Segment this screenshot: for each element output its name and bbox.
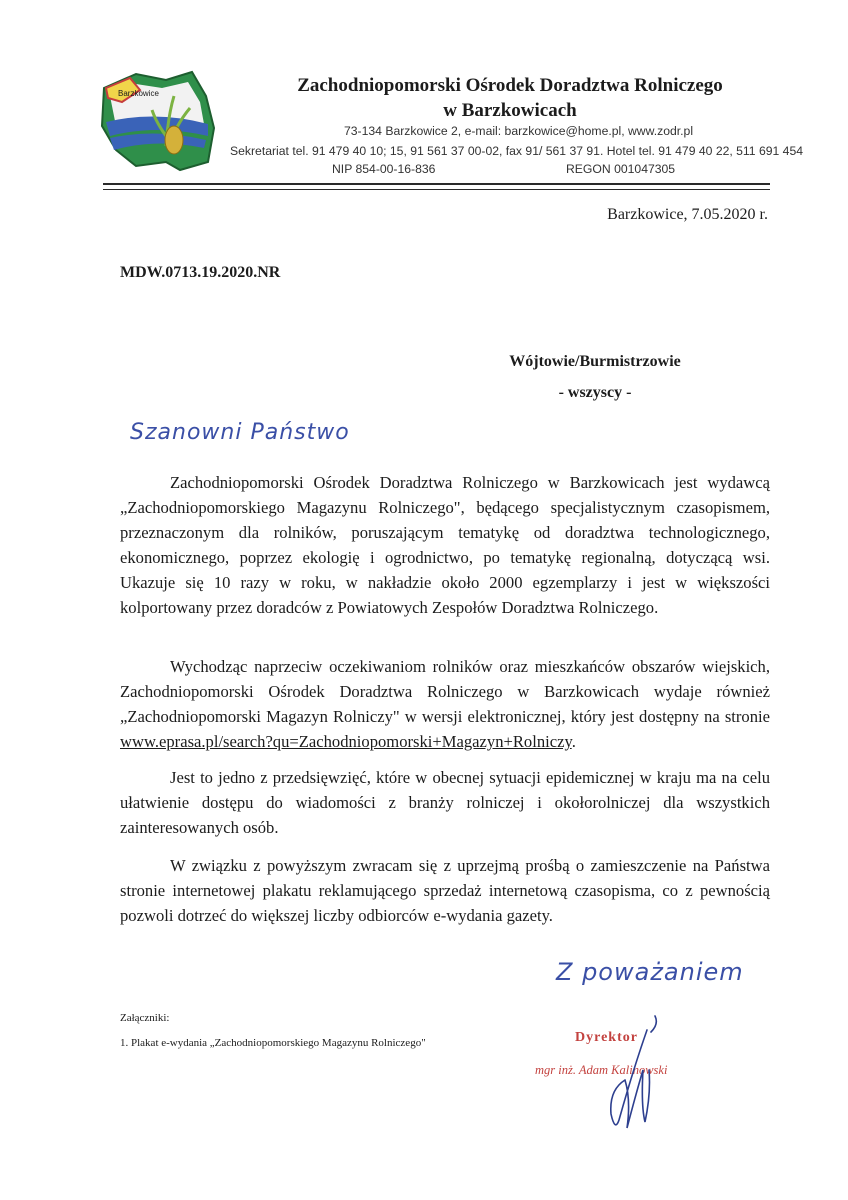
place-and-date: Barzkowice, 7.05.2020 r.: [607, 206, 768, 223]
body-paragraph-4: W związku z powyższym zwracam się z uprzejmą prośbą o zamieszczenie na Państwa stronie internetowej plakatu reklamującego sprzedaż internetową czasopisma, co z pewnością pozwoli dotrzeć do większej liczby odbiorców e-wydania gazety.: [120, 856, 770, 925]
paragraph-2-text: Wychodząc naprzeciw oczekiwaniom rolników oraz mieszkańców obszarów wiejskich, Zachodniopomorski Ośrodek Doradztwa Rolniczego w Barzkowicach wydaje również „Zachodniopomorski Magazyn Rolniczy" w wersji elektronicznej, który jest dostępny na stronie: [120, 657, 770, 726]
paragraph-2-end: .: [571, 732, 576, 751]
recipient-line2: - wszyscy -: [558, 384, 632, 401]
organization-logo: [96, 66, 220, 174]
stamp-name: mgr inż. Adam Kalinowski: [535, 1063, 668, 1077]
header-rule-thick: [103, 183, 770, 185]
organization-name-line2: w Barzkowicach: [443, 100, 577, 121]
organization-phones: Sekretariat tel. 91 479 40 10; 15, 91 561 37 00-02, fax 91/ 561 37 91. Hotel tel. 91 479 40 22, 511 691 454: [230, 144, 804, 158]
attachment-item: 1. Plakat e-wydania „Zachodniopomorskiego Magazynu Rolniczego": [120, 1037, 426, 1049]
eprasa-link[interactable]: www.eprasa.pl/search?qu=Zachodniopomorski+Magazyn+Rolniczy: [120, 732, 572, 751]
body-paragraph-1: Zachodniopomorski Ośrodek Doradztwa Rolniczego w Barzkowicach jest wydawcą „Zachodniopomorskiego Magazynu Rolniczego", będącego specjalistycznym czasopismem, przeznaczonym dla rolników, poruszającym tematykę od doradztwa technologicznego, ekonomicznego, poprzez ekologię i ogrodnictwo, po tematykę regionalną, dotyczącą wsi. Ukazuje się 10 razy w roku, w nakładzie około 2000 egzemplarzy i jest w większości kolportowany przez doradców z Powiatowych Zespołów Doradztwa Rolniczego.: [120, 473, 770, 617]
recipient-line1: Wójtowie/Burmistrzowie: [509, 353, 681, 370]
organization-regon: REGON 001047305: [566, 162, 676, 176]
organization-address: 73-134 Barzkowice 2, e-mail: barzkowice@home.pl, www.zodr.pl: [344, 124, 694, 138]
logo-text: Barzkowice: [118, 89, 159, 98]
header-rule-thin: [103, 189, 770, 190]
organization-name-line1: Zachodniopomorski Ośrodek Doradztwa Rolniczego: [297, 75, 723, 96]
body-paragraph-2: [120, 654, 770, 754]
handwritten-greeting: Szanowni Państwo: [130, 420, 350, 445]
handwritten-closing: Z poważaniem: [556, 958, 744, 986]
body-paragraph-3: Jest to jedno z przedsięwzięć, które w obecnej sytuacji epidemicznej w kraju ma na celu ułatwienie dostępu do wiadomości z branży rolniczej i okołorolniczej dla wszystkich zainteresowanych osób.: [120, 768, 770, 837]
organization-nip: NIP 854-00-16-836: [332, 162, 436, 176]
stamp-title: Dyrektor: [575, 1030, 638, 1045]
handwritten-signature: [585, 1010, 685, 1140]
attachments-label: Załączniki:: [120, 1012, 170, 1024]
reference-number: MDW.0713.19.2020.NR: [120, 264, 281, 281]
